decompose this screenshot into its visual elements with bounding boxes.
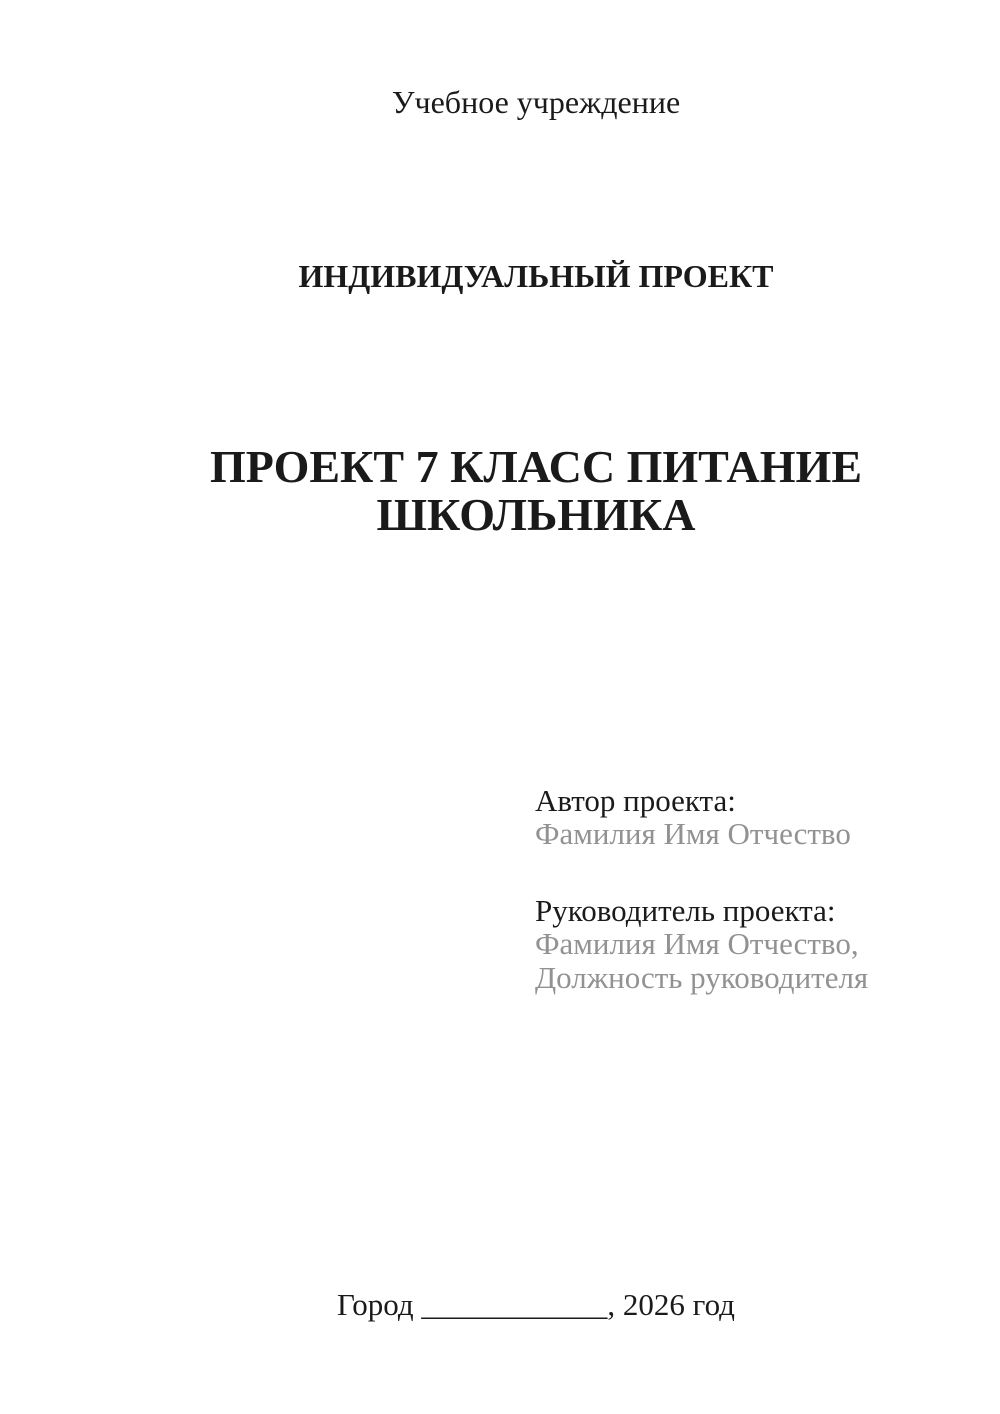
institution-name: Учебное учреждение <box>391 84 681 120</box>
supervisor-section <box>535 894 929 993</box>
author-section <box>535 784 929 850</box>
project-type-heading: ИНДИВИДУАЛЬНЫЙ ПРОЕКТ <box>298 258 774 294</box>
supervisor-label: Руководитель проекта: <box>535 893 836 929</box>
year-text: , 2026 год <box>607 1287 735 1322</box>
supervisor-position-placeholder: Должность руководителя <box>535 959 869 995</box>
credits-block <box>535 784 929 994</box>
author-name-placeholder: Фамилия Имя Отчество <box>535 816 851 852</box>
author-label: Автор проекта: <box>535 783 736 818</box>
supervisor-name-placeholder: Фамилия Имя Отчество, <box>535 926 859 962</box>
city-label: Город <box>337 1287 422 1322</box>
city-blank-line: ____________ <box>421 1287 608 1322</box>
project-title: ПРОЕКТ 7 КЛАСС ПИТАНИЕ ШКОЛЬНИКА <box>209 441 863 541</box>
city-year-line <box>143 1287 929 1323</box>
credits-gap <box>535 850 929 894</box>
